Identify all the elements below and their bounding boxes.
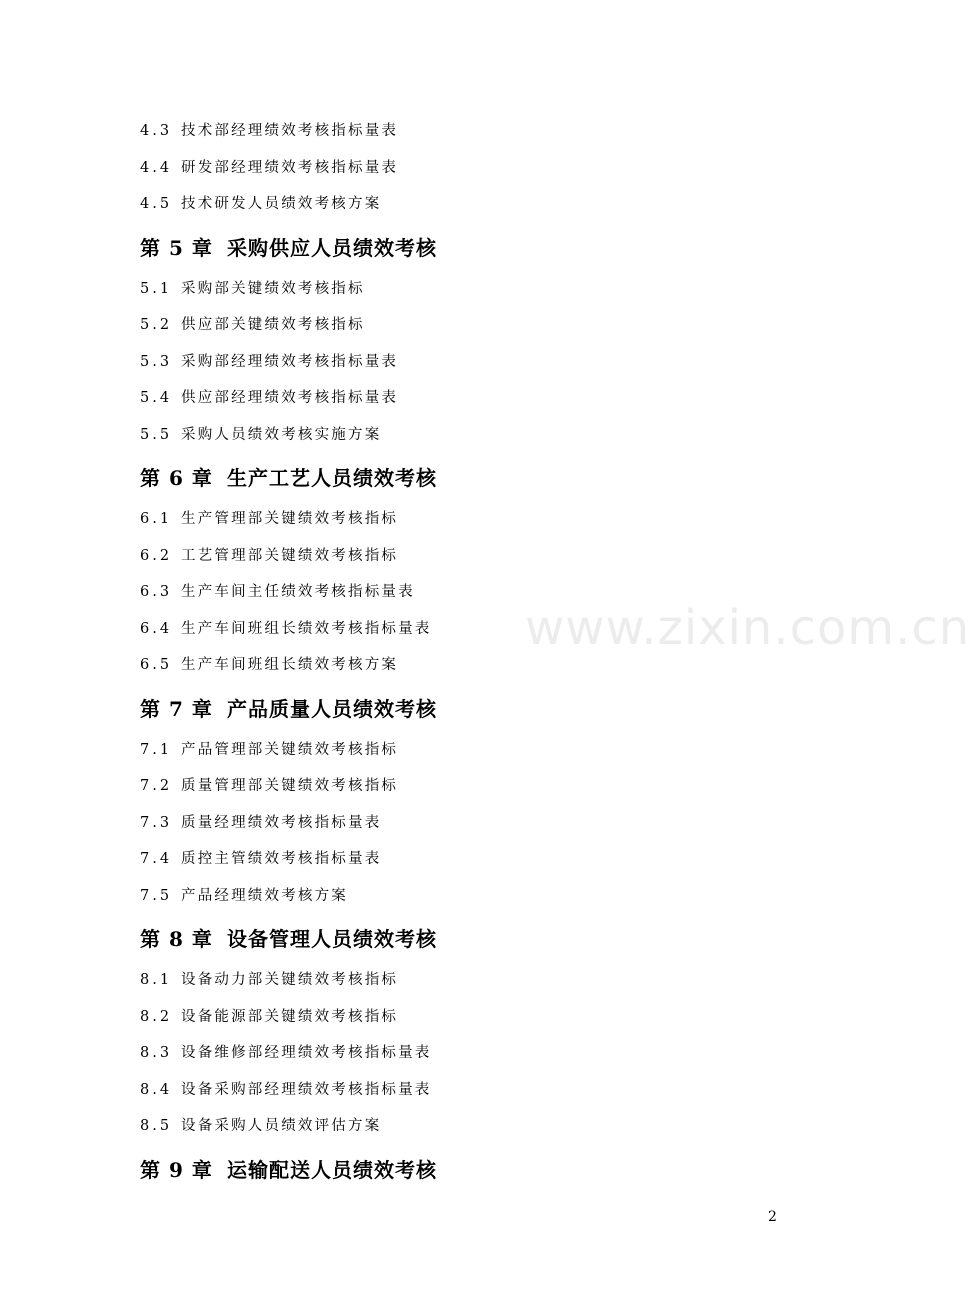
toc-item-title: 供应部经理绩效考核指标量表 bbox=[181, 390, 399, 406]
toc-item bbox=[140, 538, 840, 575]
chapter-label: 第 9 章 bbox=[140, 1157, 213, 1182]
toc-item bbox=[140, 186, 840, 223]
toc-item bbox=[140, 307, 840, 344]
toc-item-title: 产品经理绩效考核方案 bbox=[181, 887, 348, 904]
chapter-title: 采购供应人员绩效考核 bbox=[227, 235, 437, 260]
toc-item-number: 6.2 bbox=[140, 547, 173, 564]
toc-item-number: 8.4 bbox=[140, 1081, 173, 1098]
toc-item-number: 5.4 bbox=[140, 390, 173, 406]
toc-item-number: 7.1 bbox=[140, 741, 173, 758]
toc-item-title: 技术研发人员绩效考核方案 bbox=[181, 196, 382, 212]
toc-item-number: 5.5 bbox=[140, 426, 173, 443]
toc-item-number: 8.3 bbox=[140, 1045, 173, 1061]
toc-item-number: 6.1 bbox=[140, 511, 173, 527]
toc-item-number: 7.4 bbox=[140, 851, 173, 867]
toc-item bbox=[140, 113, 840, 150]
toc-item-title: 供应部关键绩效考核指标 bbox=[181, 317, 365, 333]
toc-item bbox=[140, 999, 840, 1036]
toc-item-number: 8.5 bbox=[140, 1118, 173, 1134]
toc-item-number: 7.2 bbox=[140, 778, 173, 794]
toc-item bbox=[140, 732, 840, 769]
toc-item-number: 6.3 bbox=[140, 584, 173, 600]
toc-item bbox=[140, 1072, 840, 1109]
toc-item bbox=[140, 962, 840, 999]
toc-item-number: 8.1 bbox=[140, 972, 173, 988]
toc-item bbox=[140, 380, 840, 417]
toc-item bbox=[140, 344, 840, 381]
toc-item-title: 采购人员绩效考核实施方案 bbox=[181, 426, 382, 443]
toc-item bbox=[140, 150, 840, 187]
page-number: 2 bbox=[768, 1209, 777, 1225]
toc-item-title: 设备采购人员绩效评估方案 bbox=[181, 1118, 382, 1134]
toc-item-number: 8.2 bbox=[140, 1008, 173, 1025]
toc-item-title: 研发部经理绩效考核指标量表 bbox=[181, 159, 399, 176]
toc-item-title: 质量经理绩效考核指标量表 bbox=[181, 814, 382, 831]
chapter-title: 生产工艺人员绩效考核 bbox=[227, 466, 437, 490]
toc-item bbox=[140, 878, 840, 915]
toc-item bbox=[140, 417, 840, 454]
toc-item-title: 设备维修部经理绩效考核指标量表 bbox=[181, 1045, 432, 1061]
watermark: www.zixin.com.cn bbox=[525, 600, 970, 656]
toc-item-title: 生产车间班组长绩效考核指标量表 bbox=[181, 620, 432, 637]
chapter-heading bbox=[140, 1148, 840, 1192]
toc-item-number: 7.3 bbox=[140, 814, 173, 831]
chapter-heading bbox=[140, 917, 840, 961]
toc-item-title: 设备动力部关键绩效考核指标 bbox=[181, 972, 399, 988]
toc-item bbox=[140, 805, 840, 842]
toc-item-number: 4.3 bbox=[140, 123, 173, 139]
toc-item bbox=[140, 271, 840, 308]
chapter-label: 第 7 章 bbox=[140, 696, 213, 721]
chapter-label: 第 8 章 bbox=[140, 927, 213, 951]
toc-item bbox=[140, 501, 840, 538]
toc-item-number: 7.5 bbox=[140, 887, 173, 904]
toc-item bbox=[140, 1108, 840, 1145]
toc-item-title: 设备采购部经理绩效考核指标量表 bbox=[181, 1081, 432, 1098]
toc-item-title: 产品管理部关键绩效考核指标 bbox=[181, 741, 399, 758]
toc-item-title: 生产车间主任绩效考核指标量表 bbox=[181, 584, 415, 600]
chapter-heading bbox=[140, 687, 840, 731]
toc-item bbox=[140, 768, 840, 805]
toc-item-number: 6.4 bbox=[140, 620, 173, 637]
toc-item-number: 5.2 bbox=[140, 317, 173, 333]
chapter-label: 第 5 章 bbox=[140, 235, 213, 260]
toc-item-title: 质量管理部关键绩效考核指标 bbox=[181, 778, 399, 794]
toc-item bbox=[140, 841, 840, 878]
chapter-heading bbox=[140, 456, 840, 500]
chapter-title: 产品质量人员绩效考核 bbox=[227, 696, 437, 721]
chapter-heading bbox=[140, 226, 840, 270]
toc-item-title: 采购部经理绩效考核指标量表 bbox=[181, 353, 399, 370]
chapter-title: 设备管理人员绩效考核 bbox=[227, 927, 437, 951]
toc-item-title: 技术部经理绩效考核指标量表 bbox=[181, 123, 399, 139]
toc-item-number: 5.1 bbox=[140, 280, 173, 297]
chapter-title: 运输配送人员绩效考核 bbox=[227, 1157, 437, 1182]
toc-item-title: 生产车间班组长绩效考核方案 bbox=[181, 657, 399, 673]
toc-item-title: 质控主管绩效考核指标量表 bbox=[181, 851, 382, 867]
toc-item-number: 4.5 bbox=[140, 196, 173, 212]
toc-item-title: 设备能源部关键绩效考核指标 bbox=[181, 1008, 399, 1025]
toc-item-number: 5.3 bbox=[140, 353, 173, 370]
toc-item-title: 生产管理部关键绩效考核指标 bbox=[181, 511, 399, 527]
toc-item-title: 工艺管理部关键绩效考核指标 bbox=[181, 547, 399, 564]
toc-item-title: 采购部关键绩效考核指标 bbox=[181, 280, 365, 297]
toc-item-number: 6.5 bbox=[140, 657, 173, 673]
toc-item bbox=[140, 1035, 840, 1072]
chapter-label: 第 6 章 bbox=[140, 466, 213, 490]
toc-item-number: 4.4 bbox=[140, 159, 173, 176]
